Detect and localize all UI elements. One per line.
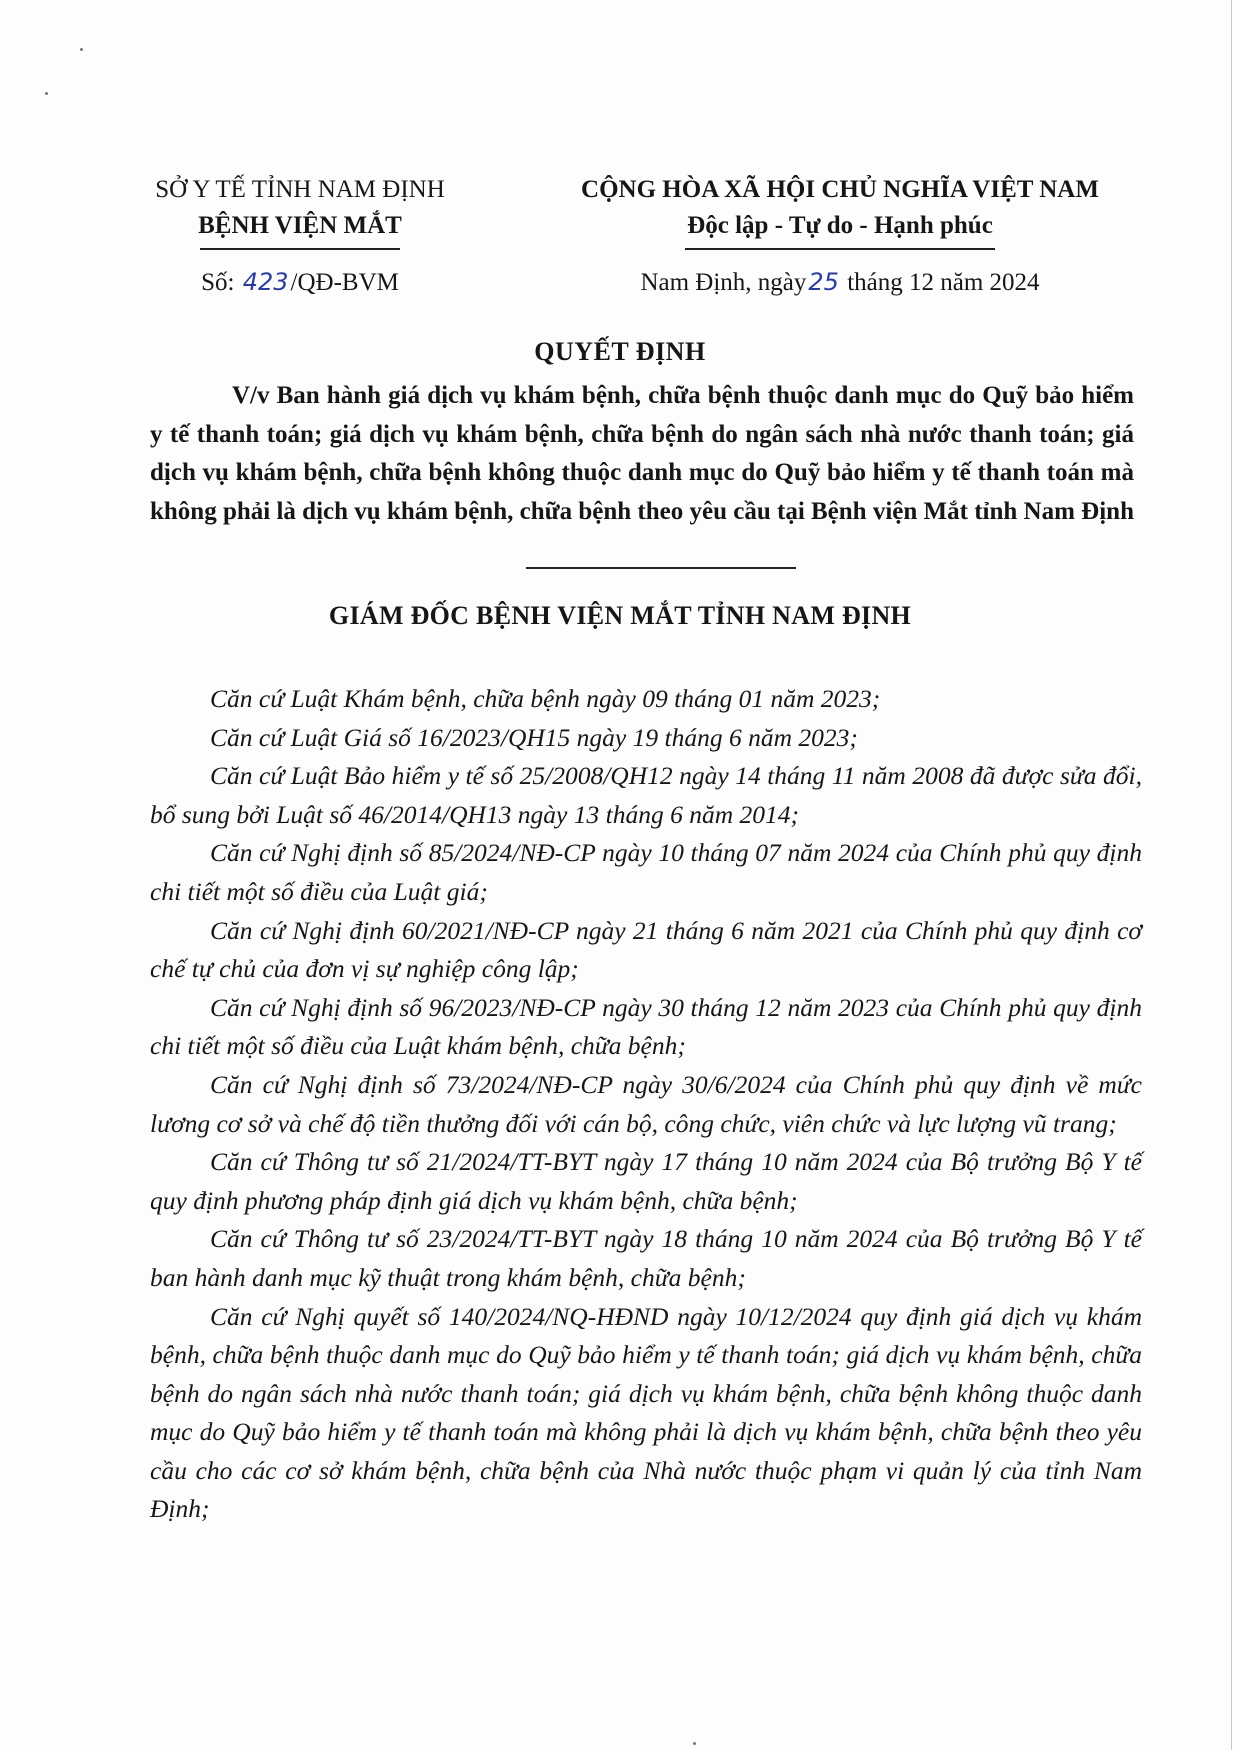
date-prefix: Nam Định, ngày xyxy=(640,269,807,296)
national-title: CỘNG HÒA XÃ HỘI CHỦ NGHĨA VIỆT NAM xyxy=(581,176,1099,203)
legal-basis-item: Căn cứ Nghị định số 73/2024/NĐ-CP ngày 30/6/2024 của Chính phủ quy định về mức lương cơ sở và chế độ tiền thưởng đối với cán bộ, công chức, viên chức và lực lượng vũ trang; xyxy=(150,1069,1142,1138)
motto-underline xyxy=(685,248,995,250)
scan-edge xyxy=(1231,0,1232,1750)
scan-speck xyxy=(693,1742,696,1745)
scan-speck xyxy=(45,92,48,95)
national-title-block xyxy=(540,172,1140,250)
legal-basis-item: Căn cứ Luật Giá số 16/2023/QH15 ngày 19 tháng 6 năm 2023; xyxy=(210,722,858,752)
parent-agency: SỞ Y TẾ TỈNH NAM ĐỊNH xyxy=(155,176,445,203)
agency-underline xyxy=(200,248,400,250)
legal-basis-item: Căn cứ Luật Khám bệnh, chữa bệnh ngày 09 tháng 01 năm 2023; xyxy=(210,684,881,713)
date-suffix: tháng 12 năm 2024 xyxy=(847,269,1040,296)
subject-underline xyxy=(526,567,796,569)
document-number xyxy=(130,268,470,297)
issuing-agency-block xyxy=(130,172,470,250)
handwritten-number: 423 xyxy=(242,268,289,296)
legal-basis-item: Căn cứ Nghị quyết số 140/2024/NQ-HĐND ngày 10/12/2024 quy định giá dịch vụ khám bệnh, chữa bệnh thuộc danh mục do Quỹ bảo hiểm y tế thanh toán; giá dịch vụ khám bệnh, chữa bệnh do ngân sách nhà nước thanh toán; giá dịch vụ khám bệnh, chữa bệnh không thuộc danh mục do Quỹ bảo hiểm y tế thanh toán mà không phải là dịch vụ khám bệnh, chữa bệnh theo yêu cầu cho các cơ sở khám bệnh, chữa bệnh của Nhà nước thuộc phạm vi quản lý của tỉnh Nam Định; xyxy=(150,1301,1142,1524)
handwritten-day: 25 xyxy=(808,268,839,296)
legal-bases xyxy=(150,680,1142,1529)
document-date xyxy=(540,268,1140,297)
number-prefix: Số: xyxy=(201,269,235,296)
issuing-authority: GIÁM ĐỐC BỆNH VIỆN MẮT TỈNH NAM ĐỊNH xyxy=(328,601,912,630)
legal-basis-item: Căn cứ Nghị định 60/2021/NĐ-CP ngày 21 tháng 6 năm 2021 của Chính phủ quy định cơ chế tự chủ của đơn vị sự nghiệp công lập; xyxy=(150,915,1142,984)
legal-basis-item: Căn cứ Thông tư số 23/2024/TT-BYT ngày 18 tháng 10 năm 2024 của Bộ trưởng Bộ Y tế ban hành danh mục kỹ thuật trong khám bệnh, chữa bệnh; xyxy=(150,1224,1142,1292)
document-subject: V/v Ban hành giá dịch vụ khám bệnh, chữa bệnh thuộc danh mục do Quỹ bảo hiểm y tế thanh toán; giá dịch vụ khám bệnh, chữa bệnh do ngân sách nhà nước thanh toán; giá dịch vụ khám bệnh, chữa bệnh không thuộc danh mục do Quỹ bảo hiểm y tế thanh toán mà không phải là dịch vụ khám bệnh, chữa bệnh theo yêu cầu tại Bệnh viện Mắt tỉnh Nam Định xyxy=(150,382,1134,525)
legal-basis-item: Căn cứ Thông tư số 21/2024/TT-BYT ngày 17 tháng 10 năm 2024 của Bộ trưởng Bộ Y tế quy định phương pháp định giá dịch vụ khám bệnh, chữa bệnh; xyxy=(150,1147,1142,1215)
legal-basis-item: Căn cứ Luật Bảo hiểm y tế số 25/2008/QH12 ngày 14 tháng 11 năm 2008 đã được sửa đổi, bổ sung bởi Luật số 46/2014/QH13 ngày 13 tháng 6 năm 2014; xyxy=(150,761,1142,829)
national-motto: Độc lập - Tự do - Hạnh phúc xyxy=(687,212,993,239)
document-title: QUYẾT ĐỊNH xyxy=(534,337,706,366)
issuing-agency: BỆNH VIỆN MẮT xyxy=(198,212,402,239)
legal-basis-item: Căn cứ Nghị định số 96/2023/NĐ-CP ngày 30 tháng 12 năm 2023 của Chính phủ quy định chi tiết một số điều của Luật khám bệnh, chữa bệnh; xyxy=(150,992,1142,1061)
legal-basis-item: Căn cứ Nghị định số 85/2024/NĐ-CP ngày 10 tháng 07 năm 2024 của Chính phủ quy định chi tiết một số điều của Luật giá; xyxy=(150,838,1142,906)
number-suffix: /QĐ-BVM xyxy=(290,269,399,296)
scan-speck xyxy=(80,48,83,51)
